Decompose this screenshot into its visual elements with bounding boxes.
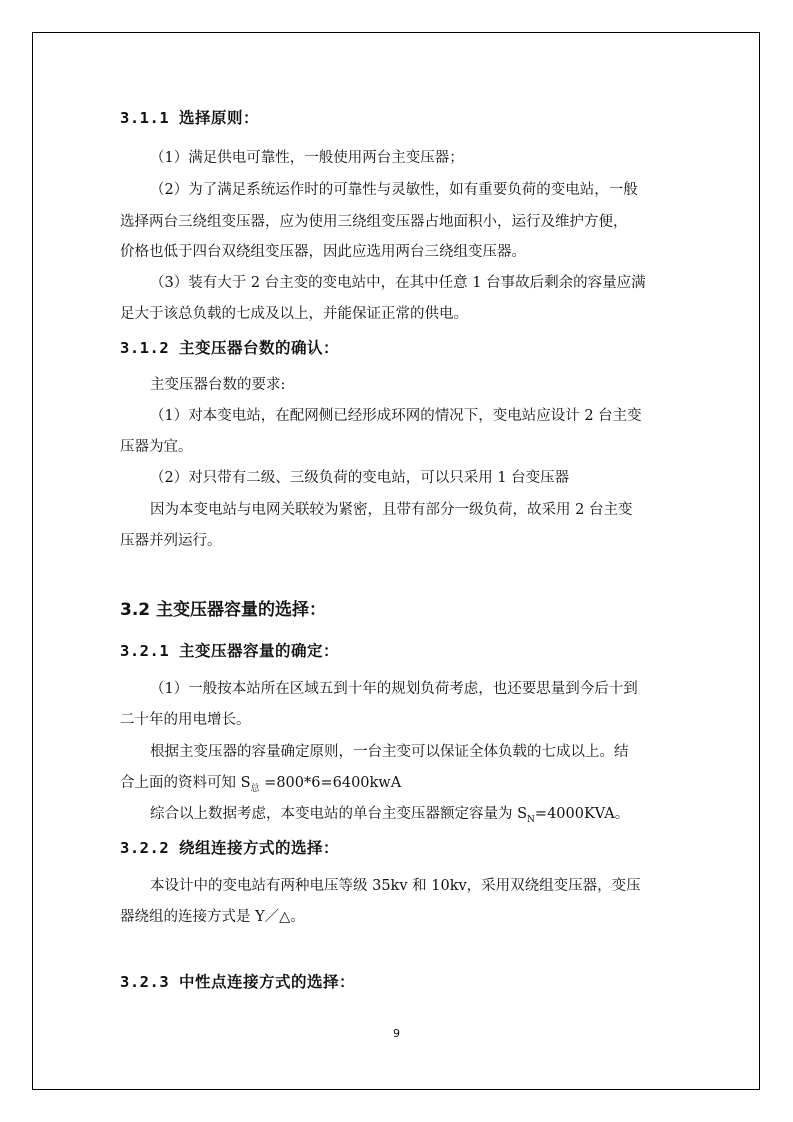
- paragraph-line: 器绕组的连接方式是 Y／△。: [120, 909, 305, 925]
- paragraph-line: 压器并列运行。: [120, 533, 222, 549]
- paragraph-line: （3）装有大于 2 台主变的变电站中，在其中任意 1 台事故后剩余的容量应满: [150, 275, 646, 291]
- paragraph-line: [120, 771, 680, 794]
- paragraph-line: 足大于该总负载的七成及以上，并能保证正常的供电。: [120, 306, 468, 322]
- paragraph-line: 二十年的用电增长。: [120, 712, 251, 728]
- heading-3-1-1: 3.1.1 选择原则：: [120, 109, 259, 127]
- paragraph-line: 本设计中的变电站有两种电压等级 35kv 和 10kv，采用双绕组变压器，变压: [150, 878, 641, 894]
- paragraph-line: （2）对只带有二级、三级负荷的变电站，可以只采用 1 台变压器: [150, 470, 570, 486]
- page-number: 9: [393, 1027, 400, 1040]
- subscript-total: 总: [250, 783, 260, 794]
- paragraph-line: 主变压器台数的要求:: [150, 377, 286, 393]
- paragraph-line: （1）满足供电可靠性，一般使用两台主变压器；: [150, 150, 464, 166]
- text-run: 综合以上数据考虑，本变电站的单台主变压器额定容量为 S: [150, 806, 528, 822]
- text-run: =800*6=6400kwA: [259, 775, 402, 791]
- paragraph-line: 因为本变电站与电网关联较为紧密，且带有部分一级负荷，故采用 2 台主变: [150, 502, 633, 518]
- paragraph-line: 选择两台三绕组变压器，应为使用三绕组变压器占地面积小，运行及维护方便，: [120, 214, 628, 230]
- paragraph-line: 价格也低于四台双绕组变压器，因此应选用两台三绕组变压器。: [120, 244, 526, 260]
- paragraph-line: （1）对本变电站，在配网侧已经形成环网的情况下，变电站应设计 2 台主变: [150, 408, 642, 424]
- paragraph-line: 压器为宜。: [120, 439, 193, 455]
- heading-3-2-2: 3.2.2 绕组连接方式的选择：: [120, 839, 339, 857]
- text-run: 合上面的资料可知 S: [120, 775, 251, 791]
- heading-3-2-1: 3.2.1 主变压器容量的确定：: [120, 642, 339, 660]
- text-run: =4000KVA。: [534, 806, 630, 822]
- paragraph-line: 根据主变压器的容量确定原则，一台主变可以保证全体负载的七成以上。结: [150, 744, 629, 760]
- heading-3-1-2: 3.1.2 主变压器台数的确认：: [120, 339, 339, 357]
- subscript-n: N: [527, 814, 535, 825]
- paragraph-line: （1）一般按本站所在区域五到十年的规划负荷考虑，也还要思量到今后十到: [150, 681, 638, 697]
- heading-3-2-3: 3.2.3 中性点连接方式的选择：: [120, 973, 355, 991]
- paragraph-line: [150, 802, 680, 825]
- heading-3-2: 3.2 主变压器容量的选择：: [120, 600, 327, 620]
- paragraph-line: （2）为了满足系统运作时的可靠性与灵敏性，如有重要负荷的变电站，一般: [150, 182, 638, 198]
